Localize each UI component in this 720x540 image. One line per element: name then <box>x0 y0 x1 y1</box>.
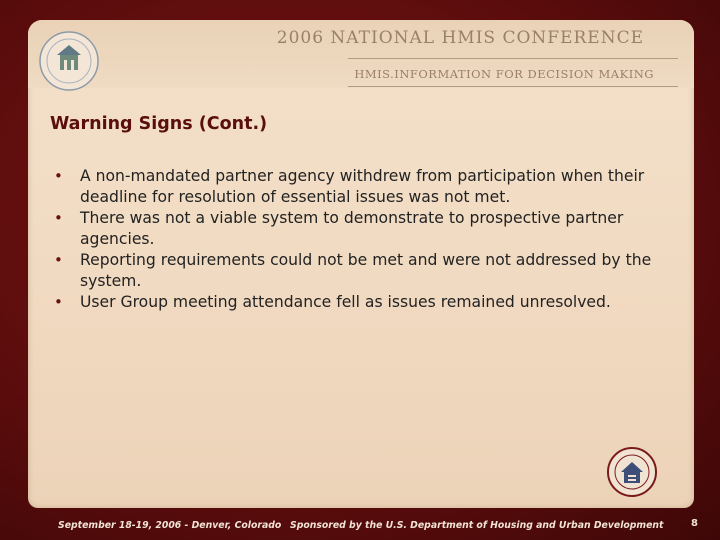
bullet-item <box>48 250 668 292</box>
bullet-text: User Group meeting attendance fell as issues remained unresolved. <box>80 293 611 311</box>
slide-panel <box>28 20 694 508</box>
header-rule-bottom <box>348 86 678 87</box>
slide-title: Warning Signs (Cont.) <box>50 114 268 134</box>
bullet-icon: • <box>54 293 63 311</box>
footer-sponsor: Sponsored by the U.S. Department of Housing and Urban Development <box>290 520 664 531</box>
bullet-icon: • <box>54 209 63 227</box>
page-number: 8 <box>691 518 698 529</box>
bullet-icon: • <box>54 167 63 185</box>
conference-title: 2006 NATIONAL HMIS CONFERENCE <box>276 28 644 48</box>
bullet-text: A non-mandated partner agency withdrew from participation when their deadline for resolution of essential issues was not met. <box>80 167 645 206</box>
bullet-item <box>48 166 668 208</box>
bullet-item <box>48 208 668 250</box>
footer-date-location: September 18-19, 2006 - Denver, Colorado <box>58 520 282 531</box>
bullet-list <box>48 166 668 313</box>
bullet-item <box>48 292 668 313</box>
bullet-icon: • <box>54 251 63 269</box>
header-rule-top <box>348 58 678 59</box>
hud-seal-icon <box>38 30 100 92</box>
bullet-text: Reporting requirements could not be met and were not addressed by the system. <box>80 251 652 290</box>
equal-housing-seal-icon <box>606 446 658 498</box>
bullet-text: There was not a viable system to demonstrate to prospective partner agencies. <box>80 209 624 248</box>
conference-subtitle: HMIS.INFORMATION FOR DECISION MAKING <box>354 67 654 81</box>
